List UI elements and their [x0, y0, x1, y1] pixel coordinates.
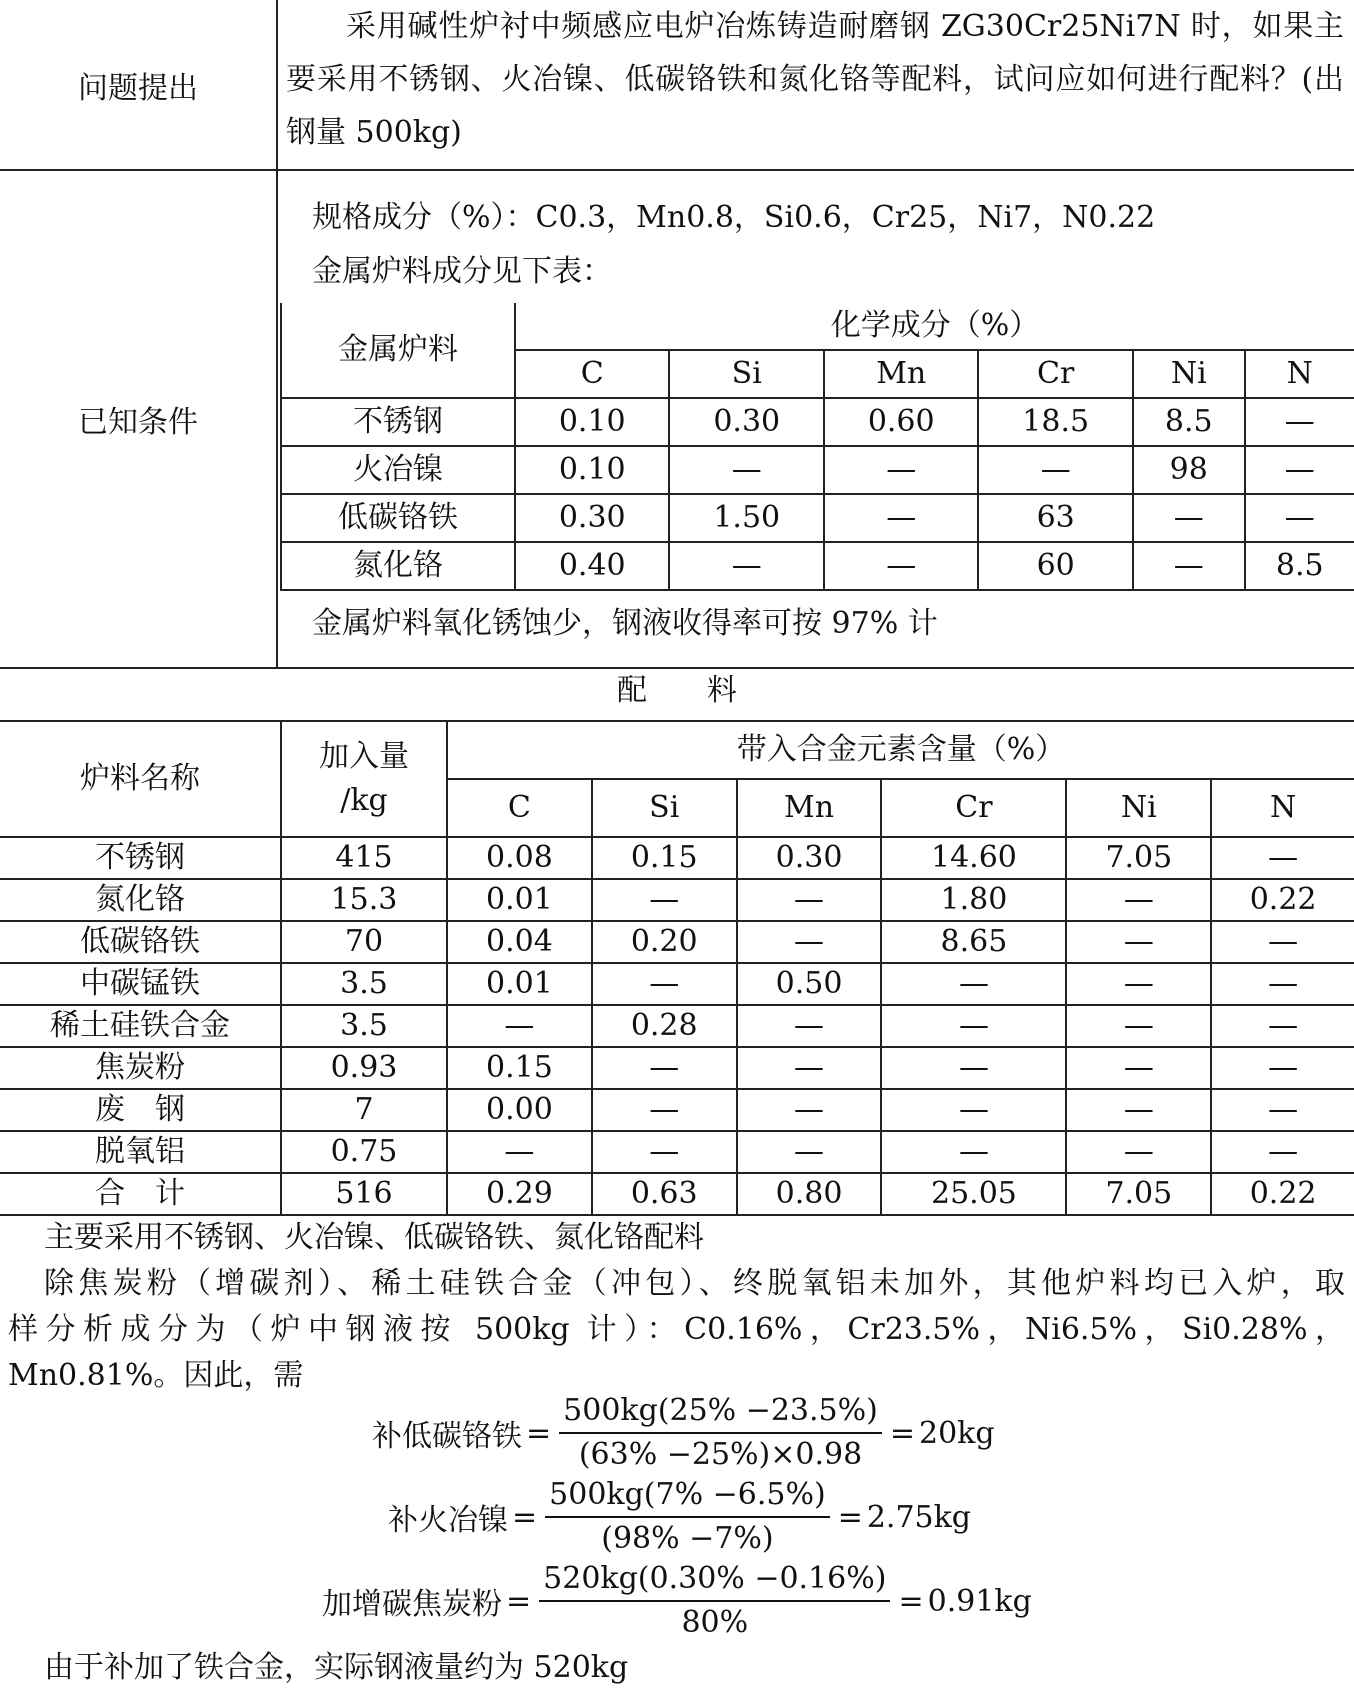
charge-amount: 516: [281, 1173, 447, 1215]
alloy-content-cell: 1.80: [881, 879, 1066, 921]
spec-line: 规格成分（%）：C0.3，Mn0.8，Si0.6，Cr25，Ni7，N0.22: [312, 200, 1156, 235]
composition-cell: 60: [978, 542, 1132, 590]
material-header: 金属炉料: [281, 303, 515, 398]
alloy-content-cell: —: [737, 921, 882, 963]
alloy-content-cell: —: [1066, 1089, 1211, 1131]
alloy-content-cell: 0.28: [592, 1005, 737, 1047]
alloy-content-cell: 0.00: [447, 1089, 592, 1131]
charge-amount: 7: [281, 1089, 447, 1131]
charge-row: [0, 1131, 1354, 1173]
alloy-content-cell: 0.80: [737, 1173, 882, 1215]
alloy-content-cell: —: [592, 1047, 737, 1089]
paragraph-materials: 主要采用不锈钢、火冶镍、低碳铬铁、氮化铬配料: [44, 1220, 704, 1255]
formula3-denominator: 80%: [681, 1605, 749, 1640]
alloy-content-cell: —: [1066, 963, 1211, 1005]
charge-row: [0, 837, 1354, 879]
alloy-content-cell: 0.22: [1211, 879, 1354, 921]
alloy-content-cell: 0.22: [1211, 1173, 1354, 1215]
alloy-content-cell: 0.30: [737, 837, 882, 879]
charge-name-header: 炉料名称: [0, 721, 281, 837]
alloy-content-cell: 0.01: [447, 963, 592, 1005]
yield-note: 金属炉料氧化锈蚀少，钢液收得率可按 97% 计: [312, 606, 938, 641]
amount-header-line2: /kg: [340, 783, 388, 818]
alloy-content-cell: 0.50: [737, 963, 882, 1005]
charge-name: 中碳锰铁: [0, 963, 281, 1005]
composition-cell: —: [1245, 494, 1354, 542]
formula-chromium-iron: 补低碳铬铁 = $\frac{500kg(25\% -23.5\%)}{(63\% -25\%)\times 0.98}$ = 20kg: [372, 1393, 995, 1472]
alloy-content-cell: 0.15: [447, 1047, 592, 1089]
charge-name: 稀土硅铁合金: [0, 1005, 281, 1047]
alloy-content-cell: 25.05: [881, 1173, 1066, 1215]
composition-cell: 0.10: [515, 446, 669, 494]
charge-row: [0, 1047, 1354, 1089]
formula1-fraction: [559, 1392, 882, 1474]
formula1-lhs: 补低碳铬铁: [372, 1419, 522, 1454]
alloy-content-cell: 7.05: [1066, 1173, 1211, 1215]
composition-group-header: 化学成分（%）: [515, 303, 1354, 350]
known-cell: [277, 170, 1354, 668]
composition-cell: 1.50: [669, 494, 823, 542]
paragraph-final-amount: 由于补加了铁合金，实际钢液量约为 520kg: [44, 1650, 629, 1685]
element-header: Ni: [1133, 350, 1245, 398]
formula3-result: 0.91kg: [927, 1583, 1032, 1619]
alloy-content-cell: 8.65: [881, 921, 1066, 963]
charge-row: [0, 921, 1354, 963]
formula2-lhs: 补火冶镍: [388, 1503, 508, 1538]
alloy-content-cell: —: [1211, 1089, 1354, 1131]
formula2-denominator: (98% −7%): [601, 1521, 774, 1556]
formula-coke-powder: 加增碳焦炭粉 = $\frac{520kg(0.30\% -0.16\%)}{80\%}$ = 0.91kg: [322, 1561, 1032, 1640]
alloy-content-cell: —: [1066, 1005, 1211, 1047]
element-header: C: [515, 350, 669, 398]
composition-cell: —: [978, 446, 1132, 494]
alloy-content-cell: —: [1066, 1131, 1211, 1173]
charge-amount: 0.93: [281, 1047, 447, 1089]
composition-cell: 0.30: [515, 494, 669, 542]
formula3-lhs: 加增碳焦炭粉: [322, 1587, 502, 1622]
question-label: 问题提出: [0, 0, 277, 170]
charge-amount: 415: [281, 837, 447, 879]
alloy-content-cell: 0.15: [592, 837, 737, 879]
alloy-content-cell: —: [881, 1047, 1066, 1089]
composition-cell: —: [1245, 446, 1354, 494]
formula2-numerator: 500kg(7% −6.5%): [545, 1476, 830, 1518]
alloy-content-cell: 0.01: [447, 879, 592, 921]
alloy-content-cell: —: [737, 879, 882, 921]
amount-header-line1: 加入量: [319, 739, 409, 774]
composition-cell: —: [1133, 494, 1245, 542]
question-cell: [277, 0, 1354, 170]
charge-name: 氮化铬: [0, 879, 281, 921]
charge-mix-table: [0, 720, 1354, 1216]
alloy-content-cell: 0.04: [447, 921, 592, 963]
charge-amount: 3.5: [281, 1005, 447, 1047]
alloy-content-cell: —: [1066, 879, 1211, 921]
formula1-numerator: 500kg(25% −23.5%): [559, 1392, 882, 1434]
charge-amount: 3.5: [281, 963, 447, 1005]
charge-name: 脱氧铝: [0, 1131, 281, 1173]
element-header: N: [1245, 350, 1354, 398]
mix-element-header: C: [447, 779, 592, 837]
composition-cell: 0.40: [515, 542, 669, 590]
charge-amount: 15.3: [281, 879, 447, 921]
mix-section-title: 配料: [617, 673, 797, 708]
material-name: 不锈钢: [281, 398, 515, 446]
material-row: [281, 542, 1354, 590]
charge-name: 废 钢: [0, 1089, 281, 1131]
material-composition-table: [280, 303, 1354, 591]
formula3-fraction: [539, 1560, 890, 1642]
formula1-denominator: (63% −25%)×0.98: [578, 1437, 863, 1472]
alloy-content-cell: —: [737, 1047, 882, 1089]
alloy-content-cell: —: [592, 963, 737, 1005]
mix-element-header: Cr: [881, 779, 1066, 837]
alloy-content-cell: —: [592, 1131, 737, 1173]
material-name: 氮化铬: [281, 542, 515, 590]
alloy-content-cell: —: [737, 1005, 882, 1047]
charge-name: 不锈钢: [0, 837, 281, 879]
alloy-content-cell: —: [1211, 837, 1354, 879]
alloy-content-cell: —: [447, 1131, 592, 1173]
charge-row: [0, 963, 1354, 1005]
composition-cell: —: [824, 446, 978, 494]
alloy-content-cell: —: [881, 963, 1066, 1005]
composition-cell: —: [669, 446, 823, 494]
alloy-content-cell: 0.20: [592, 921, 737, 963]
mix-element-header: Ni: [1066, 779, 1211, 837]
alloy-content-cell: 0.29: [447, 1173, 592, 1215]
paragraph-sample-line1: 除焦炭粉（增碳剂）、稀土硅铁合金（冲包）、终脱氧铝未加外，其他炉料均已入炉，取: [44, 1266, 1345, 1301]
charge-row: [0, 1089, 1354, 1131]
alloy-content-cell: —: [447, 1005, 592, 1047]
charge-name: 合 计: [0, 1173, 281, 1215]
material-name: 火冶镍: [281, 446, 515, 494]
alloy-content-cell: 0.08: [447, 837, 592, 879]
composition-cell: —: [1245, 398, 1354, 446]
alloy-content-cell: 14.60: [881, 837, 1066, 879]
alloy-content-cell: —: [1211, 1131, 1354, 1173]
composition-cell: 0.10: [515, 398, 669, 446]
alloy-content-cell: 7.05: [1066, 837, 1211, 879]
alloy-group-header: 带入合金元素含量（%）: [447, 721, 1354, 779]
formula2-result: 2.75kg: [866, 1499, 972, 1535]
formula1-result: 20kg: [919, 1415, 995, 1451]
alloy-content-cell: —: [1211, 1047, 1354, 1089]
charge-row: [0, 879, 1354, 921]
paragraph-sample-line2: 样分析成分为（炉中钢液按 500kg 计）：C0.16%，Cr23.5%，Ni6.5%，Si0.28%，: [8, 1312, 1345, 1347]
charge-name: 焦炭粉: [0, 1047, 281, 1089]
charge-name: 低碳铬铁: [0, 921, 281, 963]
charge-row: [0, 1173, 1354, 1215]
alloy-content-cell: —: [592, 1089, 737, 1131]
composition-cell: 63: [978, 494, 1132, 542]
composition-cell: —: [669, 542, 823, 590]
alloy-content-cell: —: [881, 1131, 1066, 1173]
problem-table: [0, 0, 1354, 669]
composition-cell: 8.5: [1245, 542, 1354, 590]
mix-element-header: Si: [592, 779, 737, 837]
alloy-content-cell: —: [737, 1131, 882, 1173]
element-header: Mn: [824, 350, 978, 398]
known-label: 已知条件: [0, 170, 277, 668]
composition-cell: —: [824, 542, 978, 590]
composition-cell: 8.5: [1133, 398, 1245, 446]
amount-header: [281, 721, 447, 837]
alloy-content-cell: —: [1066, 1047, 1211, 1089]
material-row: [281, 446, 1354, 494]
element-header: Cr: [978, 350, 1132, 398]
composition-cell: 0.60: [824, 398, 978, 446]
composition-cell: 18.5: [978, 398, 1132, 446]
charge-amount: 70: [281, 921, 447, 963]
material-row: [281, 398, 1354, 446]
composition-cell: —: [824, 494, 978, 542]
mix-element-header: N: [1211, 779, 1354, 837]
material-name: 低碳铬铁: [281, 494, 515, 542]
table-intro: 金属炉料成分见下表：: [312, 254, 612, 289]
formula-nickel: 补火冶镍 = $\frac{500kg(7\% -6.5\%)}{(98\% -7\%)}$ = 2.75kg: [388, 1477, 972, 1556]
alloy-content-cell: —: [1211, 963, 1354, 1005]
material-row: [281, 494, 1354, 542]
paragraph-sample-line3: Mn0.81%。因此，需: [8, 1358, 304, 1393]
charge-amount: 0.75: [281, 1131, 447, 1173]
composition-cell: 98: [1133, 446, 1245, 494]
mix-element-header: Mn: [737, 779, 882, 837]
formula3-numerator: 520kg(0.30% −0.16%): [539, 1560, 890, 1602]
alloy-content-cell: —: [592, 879, 737, 921]
formula2-fraction: [545, 1476, 830, 1558]
alloy-content-cell: —: [1211, 921, 1354, 963]
alloy-content-cell: —: [881, 1089, 1066, 1131]
alloy-content-cell: —: [1211, 1005, 1354, 1047]
alloy-content-cell: —: [737, 1089, 882, 1131]
composition-cell: —: [1133, 542, 1245, 590]
composition-cell: 0.30: [669, 398, 823, 446]
charge-row: [0, 1005, 1354, 1047]
alloy-content-cell: 0.63: [592, 1173, 737, 1215]
alloy-content-cell: —: [881, 1005, 1066, 1047]
question-text: 采用碱性炉衬中频感应电炉冶炼铸造耐磨钢 ZG30Cr25Ni7N 时，如果主要采用不锈钢、火冶镍、低碳铬铁和氮化铬等配料，试问应如何进行配料？(出钢量 500kg): [286, 9, 1344, 150]
element-header: Si: [669, 350, 823, 398]
alloy-content-cell: —: [1066, 921, 1211, 963]
